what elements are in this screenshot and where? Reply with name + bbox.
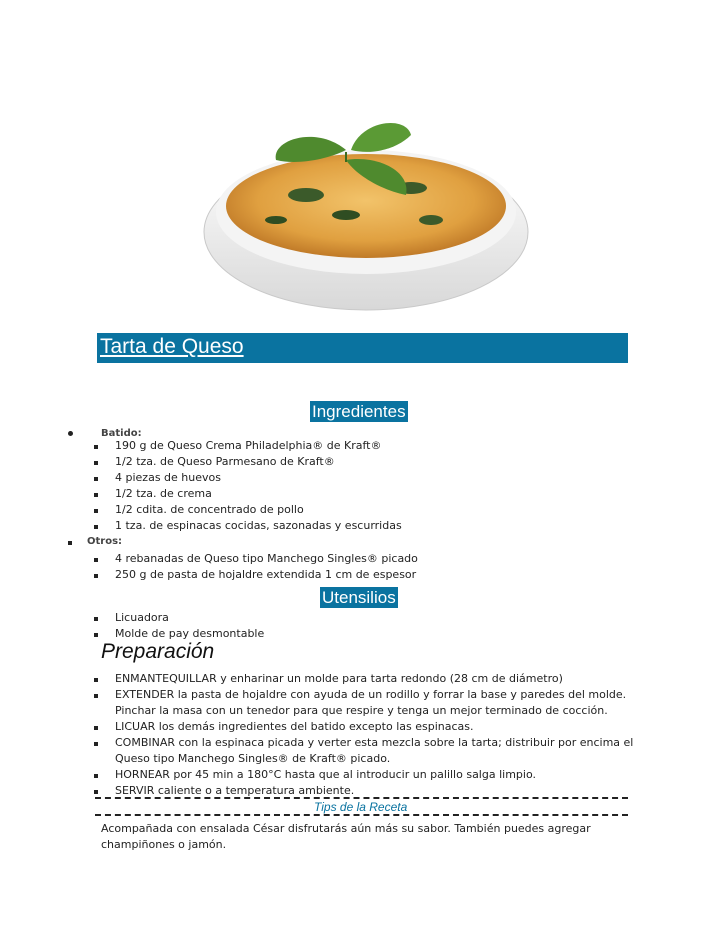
bullet (68, 541, 72, 545)
bullet (94, 493, 98, 497)
list-item: Molde de pay desmontable (115, 627, 265, 640)
bullet (94, 445, 98, 449)
bullet (94, 774, 98, 778)
bullet (94, 477, 98, 481)
list-item: 1/2 tza. de Queso Parmesano de Kraft® (115, 455, 335, 468)
preparation-heading: Preparación (101, 640, 215, 663)
bullet (68, 431, 73, 436)
step-item: HORNEAR por 45 min a 180°C hasta que al introducir un palillo salga limpio. (115, 768, 536, 781)
bullet (94, 633, 98, 637)
tips-heading: Tips de la Receta (314, 800, 408, 814)
bullet (94, 742, 98, 746)
bullet (94, 678, 98, 682)
step-item-continued: Queso tipo Manchego Singles® de Kraft® picado. (115, 752, 391, 765)
bullet (94, 509, 98, 513)
tips-text: champiñones o jamón. (101, 838, 227, 851)
recipe-title: Tarta de Queso (100, 335, 244, 358)
bullet (94, 694, 98, 698)
tips-text: Acompañada con ensalada César disfrutarás aún más su sabor. También puedes agregar (101, 822, 591, 835)
bullet (94, 525, 98, 529)
list-item: 4 piezas de huevos (115, 471, 221, 484)
tools-heading: Utensilios (322, 588, 396, 607)
list-item: 1/2 tza. de crema (115, 487, 212, 500)
bullet (94, 461, 98, 465)
bullet (94, 574, 98, 578)
ingredients-heading: Ingredientes (312, 402, 406, 421)
bullet (94, 617, 98, 621)
step-item: ENMANTEQUILLAR y enharinar un molde para tarta redondo (28 cm de diámetro) (115, 672, 563, 685)
bullet (94, 790, 98, 794)
divider (95, 797, 628, 799)
list-item: 4 rebanadas de Queso tipo Manchego Singles® picado (115, 552, 418, 565)
list-item: 190 g de Queso Crema Philadelphia® de Kraft® (115, 439, 382, 452)
step-item: SERVIR caliente o a temperatura ambiente. (115, 784, 355, 797)
bullet (94, 726, 98, 730)
list-item: 250 g de pasta de hojaldre extendida 1 cm de espesor (115, 568, 417, 581)
step-item: EXTENDER la pasta de hojaldre con ayuda de un rodillo y forrar la base y paredes del molde. (115, 688, 627, 701)
title-bar (97, 333, 628, 363)
divider (95, 814, 628, 816)
list-item: 1 tza. de espinacas cocidas, sazonadas y escurridas (115, 519, 402, 532)
step-item: COMBINAR con la espinaca picada y verter esta mezcla sobre la tarta; distribuir por encima el (115, 736, 634, 749)
batter-label: Batido: (101, 428, 142, 439)
others-label: Otros: (87, 536, 123, 547)
list-item: 1/2 cdita. de concentrado de pollo (115, 503, 304, 516)
list-item: Licuadora (115, 611, 169, 624)
step-item-continued: Pinchar la masa con un tenedor para que respire y tenga un mejor terminado de cocción. (115, 704, 608, 717)
quiche-image (196, 120, 536, 320)
bullet (94, 558, 98, 562)
step-item: LICUAR los demás ingredientes del batido excepto las espinacas. (115, 720, 474, 733)
